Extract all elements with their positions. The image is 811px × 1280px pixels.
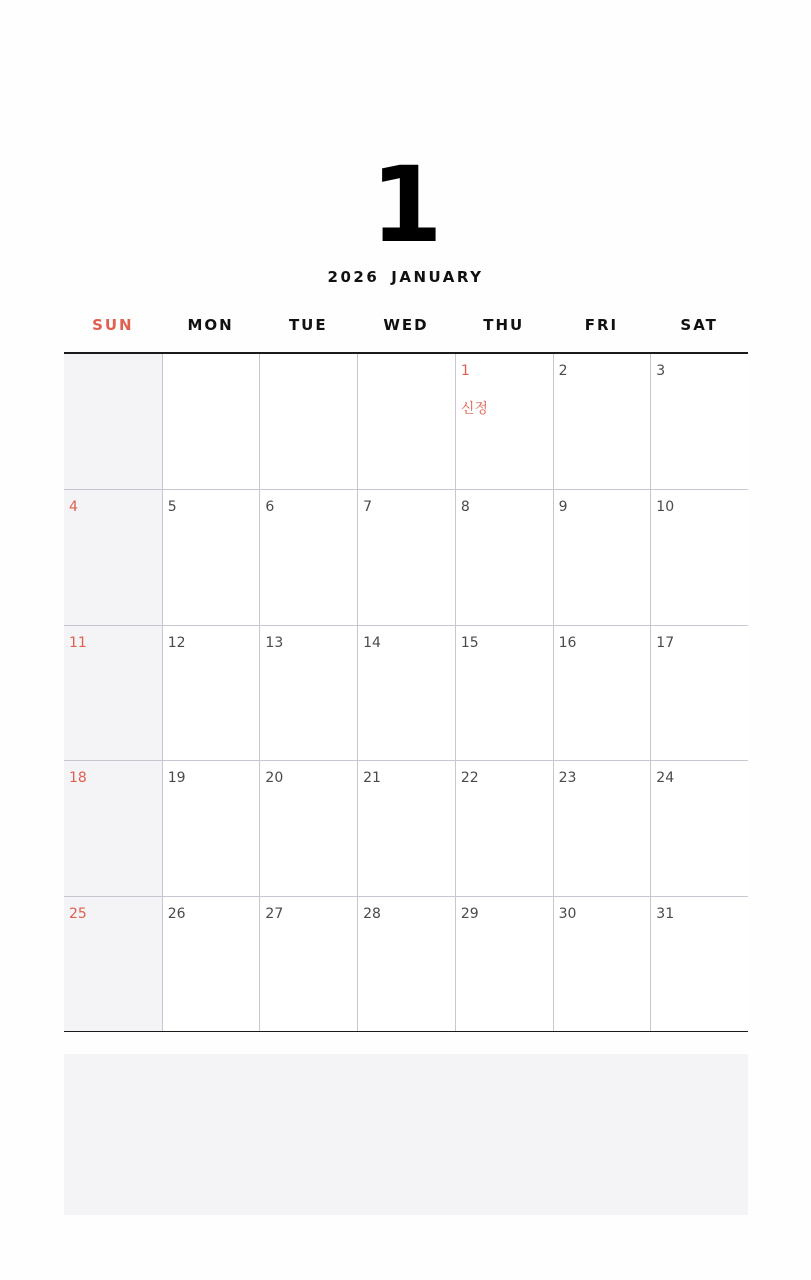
day-cell[interactable] [650, 354, 748, 489]
weekday-sat: SAT [680, 316, 718, 334]
day-cell[interactable] [357, 625, 455, 760]
day-cell[interactable] [64, 489, 162, 624]
day-cell[interactable] [650, 760, 748, 895]
day-cell[interactable] [455, 896, 553, 1031]
day-cell[interactable] [455, 760, 553, 895]
day-cell[interactable] [357, 354, 455, 489]
day-cell[interactable] [162, 625, 260, 760]
day-number: 21 [363, 770, 381, 787]
weekday-mon: MON [187, 316, 234, 334]
day-number: 8 [460, 499, 470, 516]
day-number: 3 [656, 363, 666, 379]
month-subtitle [0, 266, 811, 288]
day-number: 12 [167, 634, 186, 651]
day-cell[interactable] [64, 760, 162, 895]
day-cell[interactable] [553, 760, 651, 895]
holiday-label: 신정 [460, 401, 488, 417]
day-number: 4 [69, 499, 78, 516]
day-cell[interactable] [455, 489, 553, 624]
day-cell[interactable] [259, 489, 357, 624]
day-number: 24 [656, 770, 675, 787]
day-number: 20 [265, 770, 284, 787]
year-label: 2026 [327, 268, 380, 286]
day-number: 25 [69, 905, 87, 922]
day-number: 2 [558, 363, 568, 379]
day-number: 17 [656, 634, 675, 651]
calendar-grid [64, 352, 748, 1032]
day-number: 19 [167, 770, 186, 787]
day-number: 14 [363, 634, 381, 651]
day-number: 16 [558, 634, 577, 651]
day-number: 5 [167, 499, 177, 516]
day-cell[interactable] [259, 896, 357, 1031]
day-cell[interactable] [259, 760, 357, 895]
day-number: 13 [265, 634, 284, 651]
day-cell[interactable] [455, 354, 553, 489]
weekday-wed: WED [383, 316, 429, 334]
day-cell[interactable] [162, 760, 260, 895]
month-number: 1 [370, 144, 441, 266]
day-cell[interactable] [553, 354, 651, 489]
day-number: 30 [558, 905, 577, 922]
day-number: 22 [460, 770, 479, 787]
day-number: 15 [460, 634, 479, 651]
weekday-header [64, 313, 748, 337]
day-cell[interactable] [553, 489, 651, 624]
weekday-thu: THU [483, 316, 525, 334]
day-cell[interactable] [553, 896, 651, 1031]
day-number: 28 [363, 905, 381, 922]
day-cell[interactable] [64, 625, 162, 760]
day-number: 11 [69, 634, 87, 651]
day-number: 27 [265, 905, 284, 922]
weekday-fri: FRI [584, 316, 619, 334]
day-number: 29 [460, 905, 479, 922]
day-cell[interactable] [455, 625, 553, 760]
day-cell[interactable] [357, 760, 455, 895]
weekday-tue: TUE [288, 316, 328, 334]
day-cell[interactable] [259, 354, 357, 489]
month-name-label: JANUARY [391, 268, 484, 286]
notes-area[interactable] [64, 1054, 748, 1215]
day-cell[interactable] [64, 354, 162, 489]
day-number: 1 [460, 363, 470, 379]
day-cell[interactable] [357, 896, 455, 1031]
day-number: 18 [69, 770, 87, 787]
day-number: 10 [656, 499, 675, 516]
day-cell[interactable] [650, 489, 748, 624]
day-cell[interactable] [162, 489, 260, 624]
day-cell[interactable] [650, 896, 748, 1031]
day-number: 9 [558, 499, 568, 516]
day-cell[interactable] [259, 625, 357, 760]
day-number: 6 [265, 499, 275, 516]
day-number: 7 [363, 499, 373, 516]
weekday-sun: SUN [92, 316, 134, 334]
day-cell[interactable] [553, 625, 651, 760]
day-cell[interactable] [162, 896, 260, 1031]
day-number: 26 [167, 905, 186, 922]
day-cell[interactable] [357, 489, 455, 624]
day-number: 31 [656, 905, 675, 922]
day-cell[interactable] [64, 896, 162, 1031]
day-number: 23 [558, 770, 577, 787]
day-cell[interactable] [162, 354, 260, 489]
day-cell[interactable] [650, 625, 748, 760]
